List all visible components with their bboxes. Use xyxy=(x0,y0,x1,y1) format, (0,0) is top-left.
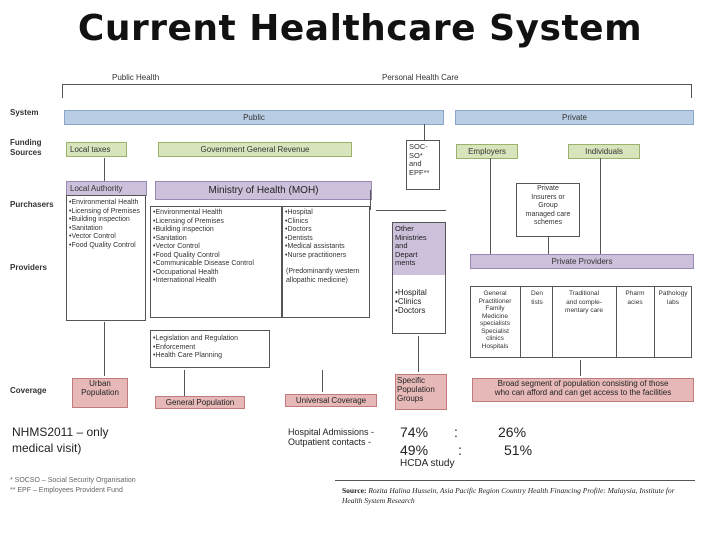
pp-divider xyxy=(552,286,553,358)
page-title: Current Healthcare System xyxy=(77,8,643,49)
private-providers: Private Providers xyxy=(470,254,694,269)
connector-line xyxy=(490,158,491,254)
moh-ph-item: • Communicable Disease Control xyxy=(153,260,279,269)
moh-ph-item: • Licensing of Premises xyxy=(153,218,279,227)
pp-divider xyxy=(520,286,521,358)
moh-public-health-list xyxy=(151,207,281,288)
stat-colon: : xyxy=(454,424,458,440)
other-ministries-list xyxy=(395,288,427,315)
footnote-epf: ** EPF – Employees Provident Fund xyxy=(10,487,123,494)
footnote-socso: * SOCSO – Social Security Organisation xyxy=(10,477,136,484)
funding-employers: Employers xyxy=(456,144,518,159)
om-item: • Hospital xyxy=(395,288,427,297)
moh-reg-item: • Health Care Planning xyxy=(153,352,267,361)
coverage-urban: Urban Population xyxy=(72,378,128,408)
header-public-health: Public Health xyxy=(112,73,160,82)
coverage-general: General Population xyxy=(155,396,245,409)
connector-line xyxy=(418,336,419,372)
pp-divider xyxy=(654,286,655,358)
pp-col-pathology: Pathology labs xyxy=(658,290,688,306)
local-authority-list xyxy=(67,196,145,253)
row-label-purchasers: Purchasers xyxy=(10,200,54,209)
stat-public-outpatient: 49% xyxy=(400,442,429,458)
moh-ph-item: • Sanitation xyxy=(153,235,279,244)
connector-line xyxy=(104,322,105,376)
pp-col-pharmacies: Pharm acies xyxy=(625,290,645,306)
moh-pc-item: • Nurse practitioners xyxy=(285,252,367,261)
funding-socso-epf: SOC- SO* and EPF** xyxy=(406,140,440,190)
header-personal-health-care: Personal Health Care xyxy=(382,73,459,82)
moh-pc-item: • Hospital xyxy=(285,209,367,218)
pp-divider xyxy=(616,286,617,358)
connector-line xyxy=(376,210,446,211)
moh-reg-item: • Legislation and Regulation xyxy=(153,335,267,344)
purchaser-local-authority: Local Authority xyxy=(66,181,147,196)
moh-pc-item: • Doctors xyxy=(285,226,367,235)
moh-personal-care-box xyxy=(282,206,370,318)
funding-gov-revenue: Government General Revenue xyxy=(158,142,352,157)
connector-line xyxy=(548,237,549,254)
moh-pc-item: • Clinics xyxy=(285,218,367,227)
row-label-system: System xyxy=(10,108,39,117)
la-item: • Environmental Health xyxy=(69,199,143,208)
om-item: • Doctors xyxy=(395,306,427,315)
local-authority-box xyxy=(66,195,146,321)
stat-label-hospital: Hospital Admissions - xyxy=(288,427,375,437)
connector-line xyxy=(184,370,185,396)
la-item: • Food Quality Control xyxy=(69,242,143,251)
nhms-note: NHMS2011 – only medical visit) xyxy=(12,425,109,455)
connector-line xyxy=(424,124,425,140)
la-item: • Building inspection xyxy=(69,216,143,225)
source-text: Rozita Halina Hussein, Asia Pacific Region Country Health Financing Profile: Malaysia, Institute for Health System Research xyxy=(342,486,675,505)
coverage-universal: Universal Coverage xyxy=(285,394,377,407)
purchaser-private-insurers: Private Insurers or Group managed care schemes xyxy=(516,183,580,237)
source-citation xyxy=(342,486,687,506)
moh-note: (Predominantly western allopathic medicine) xyxy=(286,268,360,284)
pp-col-dentists: Den tists xyxy=(531,290,543,306)
header-tick-right xyxy=(691,84,692,98)
row-label-providers: Providers xyxy=(10,263,47,272)
pp-col-gp: General Practitioner Family Medicine specialists Specialist clinics Hospitals xyxy=(478,290,512,350)
la-item: • Sanitation xyxy=(69,225,143,234)
source-prefix: Source: xyxy=(342,486,367,495)
purchaser-moh: Ministry of Health (MOH) xyxy=(155,181,372,200)
connector-line xyxy=(104,158,105,181)
moh-pc-item: • Medical assistants xyxy=(285,243,367,252)
pp-col-traditional: Traditional and comple- mentary care xyxy=(565,290,603,314)
funding-local-taxes: Local taxes xyxy=(66,142,127,157)
coverage-specific: Specific Population Groups xyxy=(395,374,447,410)
moh-ph-item: • Environmental Health xyxy=(153,209,279,218)
header-line xyxy=(62,84,692,85)
moh-ph-item: • Occupational Health xyxy=(153,269,279,278)
stat-private-hospital: 26% xyxy=(498,424,527,440)
moh-reg-item: • Enforcement xyxy=(153,344,267,353)
hcda-label: HCDA study xyxy=(400,458,455,469)
other-ministries-label: Other Ministries and Depart ments xyxy=(393,223,445,275)
band-private: Private xyxy=(455,110,694,125)
la-item: • Licensing of Premises xyxy=(69,208,143,217)
source-divider xyxy=(335,480,695,481)
other-ministries-box xyxy=(392,222,446,334)
row-label-coverage: Coverage xyxy=(10,386,47,395)
connector-line xyxy=(370,190,371,210)
connector-line xyxy=(600,158,601,254)
stat-label-outpatient: Outpatient contacts - xyxy=(288,437,372,447)
moh-regulation-list xyxy=(151,331,269,365)
moh-public-health-box xyxy=(150,206,282,318)
la-item: • Vector Control xyxy=(69,233,143,242)
stat-public-hospital: 74% xyxy=(400,424,429,440)
moh-personal-list xyxy=(283,207,369,262)
moh-pc-item: • Dentists xyxy=(285,235,367,244)
om-item: • Clinics xyxy=(395,297,427,306)
connector-line xyxy=(322,370,323,392)
stat-colon: : xyxy=(458,442,462,458)
stat-private-outpatient: 51% xyxy=(504,442,533,458)
band-public: Public xyxy=(64,110,444,125)
moh-ph-item: • Food Quality Control xyxy=(153,252,279,261)
moh-ph-item: • Vector Control xyxy=(153,243,279,252)
coverage-broad: Broad segment of population consisting of those who can afford and can get access to the facilities xyxy=(472,378,694,402)
row-label-funding: Funding Sources xyxy=(10,138,42,157)
moh-ph-item: • International Health xyxy=(153,277,279,286)
funding-individuals: Individuals xyxy=(568,144,640,159)
moh-ph-item: • Building inspection xyxy=(153,226,279,235)
moh-regulation-box xyxy=(150,330,270,368)
connector-line xyxy=(580,360,581,376)
header-tick-left xyxy=(62,84,63,98)
